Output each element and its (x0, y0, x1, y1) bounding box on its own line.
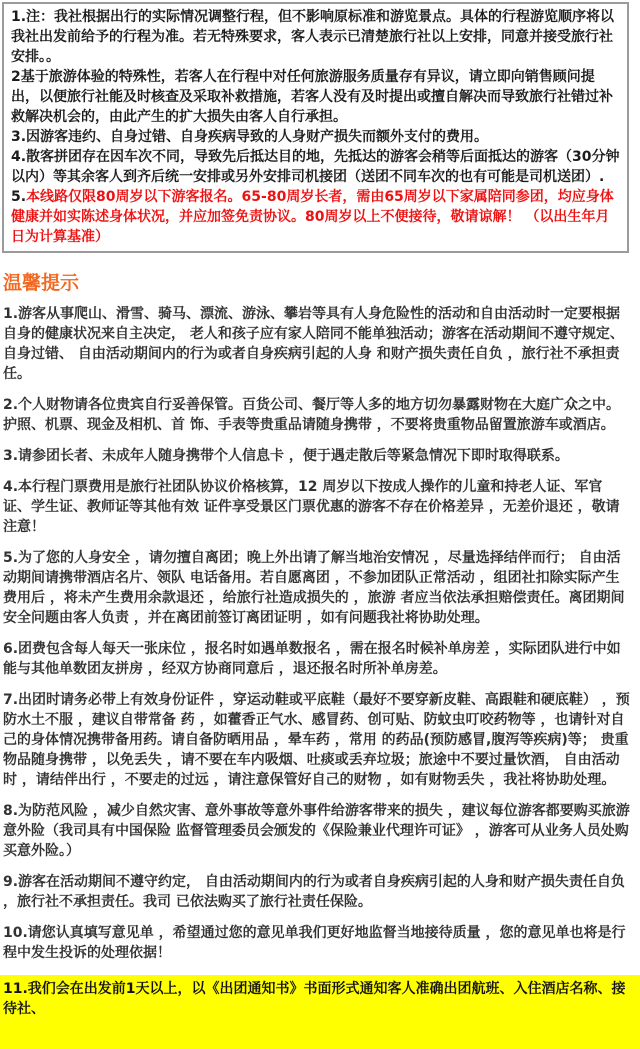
tip-info-card: 3.请参团长者、未成年人随身携带个人信息卡 ，便于遇走散后等紧急情况下即时取得联系。 (3, 448, 569, 464)
tip-departure-preparation: 7.出团时请务必带上有效身份证件 ，穿运动鞋或平底鞋（最好不要穿新皮鞋、高跟鞋和硬底鞋） ，预防水土不服 ，建议自带常备 药 ，如藿香正气水、感冒药、创可贴、防蚊虫叮咬药物等 ，也请针对自己的身体情况携带备用药。请自备防晒用品 ，晕车药 ，常用 的药品(预防感冒,腹泻等疾病)等； 贵重物品随身携带 ，以免丢失 ，请不要在车内吸烟、吐痰或丢弃垃圾；旅途中不要过量饮酒， 自由活动时 ，请结伴出行 ，不要走的过远 ，请注意保管好自己的财物 ，如有财物丢失 ，我社将协助处理。 (3, 692, 630, 788)
tip-departure-notice-highlighted: 11.我们会在出发前1天以上，以《出团通知书》书面形式通知客人准确出团航班、入住酒店名称、接待社、 (0, 975, 640, 1049)
tip-travel-insurance: 8.为防范风险 ，减少自然灾害、意外事故等意外事件给游客带来的损失 ，建议每位游客都要购买旅游意外险（我司具有中国保险 监督管理委员会颁发的《保险兼业代理许可证》 ，游客可从业务人员处购买意外险。） (3, 803, 630, 859)
tip-feedback-form: 10.请您认真填写意见单 ，希望通过您的意见单我们更好地监督当地接待质量 ，您的意见单也将是行程中发生投诉的处理依据！ (3, 925, 626, 961)
tip-personal-safety: 5.为了您的人身安全 ，请勿擅自离团；晚上外出请了解当地治安情况 ，尽量选择结伴而行； 自由活动期间请携带酒店名片、领队 电话备用。若自愿离团 ，不参加团队正常活动 ，组团社扣除实际产生费用后 ，将未产生费用余款退还 ，给旅行社造成损失的 ，旅游 者应当依法承担赔偿责任。离团期间安全问题由客人负责 ，并在离团前签订离团证明 ，如有问题我社将协助处理。 (3, 550, 625, 626)
notice-item-service-quality: 2基于旅游体验的特殊性，若客人在行程中对任何旅游服务质量存有异议，请立即向销售顾问提出，以便旅行社能及时核查及采取补救措施，若客人没有及时提出或擅自解决而导致旅行社错过补救解决机会的，由此产生的扩大损失由客人自行承担。 (11, 69, 613, 125)
tip-personal-belongings: 2.个人财物请各位贵宾自行妥善保管。百货公司、餐厅等人多的地方切勿暴露财物在大庭广众之中。护照、机票、现金及相机、首 饰、手表等贵重品请随身携带 ，不要将贵重物品留置旅游车或酒店。 (3, 397, 621, 433)
tip-ticket-pricing: 4.本行程门票费用是旅行社团队协议价格核算，12 周岁以下按成人操作的儿童和持老人证、军官证、学生证、教师证等其他有效 证件享受景区门票优惠的游客不存在价格差异 ，无差价退还 ，敬请注意！ (3, 479, 620, 535)
notice-item-itinerary-adjustment: 1.注：我社根据出行的实际情况调整行程，但不影响原标准和游览景点。具体的行程游览顺序将以我社出发前给予的行程为准。若无特殊要求，客人表示已清楚旅行社以上安排，同意并接受旅行社安排。。 (11, 9, 615, 65)
tip-liability: 9.游客在活动期间不遵守约定， 自由活动期间内的行为或者自身疾病引起的人身和财产损失责任自负 ，旅行社不承担责任。我司 已依法购买了旅行社责任保险。 (3, 874, 625, 910)
notice-item-personal-loss: 3.因游客违约、自身过错、自身疾病导致的人身财产损失而额外支付的费用。 (11, 129, 489, 145)
notice-item-number: 5. (11, 189, 27, 205)
notice-box (2, 2, 629, 253)
tip-risky-activities: 1.游客从事爬山、滑雪、骑马、漂流、游泳、攀岩等具有人身危险性的活动和自由活动时一定要根据自身的健康状况来自主决定， 老人和孩子应有家人陪同不能单独活动；游客在活动期间不遵守规定、 自身过错、 自由活动期间内的行为或者自身疾病引起的人身 和财产损失责任自负 ，旅行社不承担责任。 (3, 306, 624, 382)
notice-item-group-pickup: 4.散客拼团存在因车次不同，导致先后抵达目的地，先抵达的游客会稍等后面抵达的游客（30分钟以内）等其余客人到齐后统一安排或另外安排司机接团（送团不同车次的也有可能是司机送团）. (11, 149, 620, 185)
tips-heading: 温馨提示 (3, 272, 80, 294)
tip-room-sharing: 6.团费包含每人每天一张床位 ，报名时如遇单数报名 ，需在报名时候补单房差 ，实际团队进行中如能与其他单数团友拼房 ，经双方协商同意后 ，退还报名时所补单房差。 (3, 641, 621, 677)
notice-item-age-restriction-red-text: 本线路仅限80周岁以下游客报名。65-80周岁长者，需由65周岁以下家属陪同参团，均应身体健康并如实陈述身体状况，并应加签免责协议。80周岁以上不便接待，敬请谅解！ （以出生年月日为计算基准） (11, 189, 614, 245)
notice-item-age-restriction (11, 187, 621, 247)
